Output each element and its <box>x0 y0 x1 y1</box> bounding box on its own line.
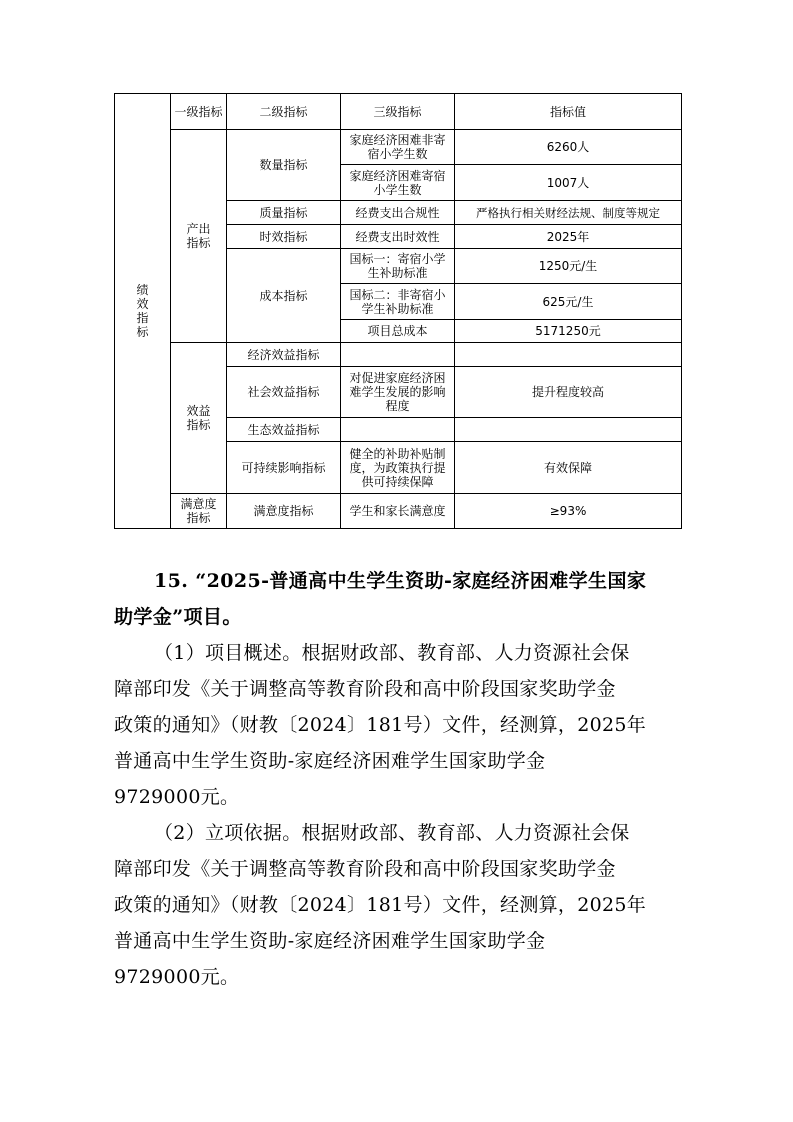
paragraph-line: 普通高中生学生资助-家庭经济困难学生国家助学金 <box>114 930 546 952</box>
indicator-value: ≥93% <box>455 494 682 529</box>
indicator-value: 有效保障 <box>455 442 682 494</box>
paragraph-line: 9729000元。 <box>114 786 240 808</box>
section-heading <box>114 563 694 635</box>
table-header-row <box>115 94 682 130</box>
social-label: 社会效益指标 <box>227 367 341 418</box>
paragraph-line: 9729000元。 <box>114 966 240 988</box>
indicator-name: 项目总成本 <box>341 320 455 343</box>
performance-indicator-table <box>114 93 682 529</box>
outer-label-cell: 绩效指标 <box>115 94 171 529</box>
paragraph-line: （2）立项依据。根据财政部、教育部、人力资源社会保 <box>154 822 630 844</box>
indicator-name <box>341 418 455 442</box>
indicator-name: 家庭经济困难寄宿小学生数 <box>341 165 455 201</box>
indicator-value: 2025年 <box>455 225 682 249</box>
economic-label: 经济效益指标 <box>227 343 341 367</box>
table-row <box>115 494 682 529</box>
sustainable-label: 可持续影响指标 <box>227 442 341 494</box>
table-row <box>115 343 682 367</box>
header-value: 指标值 <box>455 94 682 130</box>
indicator-value: 严格执行相关财经法规、制度等规定 <box>455 201 682 225</box>
indicator-name: 经费支出时效性 <box>341 225 455 249</box>
paragraph-line: 政策的通知》（财教〔2024〕181号）文件，经测算，2025年 <box>114 894 647 916</box>
indicator-value: 6260人 <box>455 130 682 165</box>
header-level2: 二级指标 <box>227 94 341 130</box>
paragraph-overview <box>114 635 694 815</box>
quality-label: 质量指标 <box>227 201 341 225</box>
table-row <box>115 130 682 165</box>
indicator-name: 家庭经济困难非寄宿小学生数 <box>341 130 455 165</box>
indicator-value: 625元/生 <box>455 284 682 320</box>
header-level1: 一级指标 <box>171 94 227 130</box>
satisfaction-label: 满意度指标 <box>227 494 341 529</box>
indicator-value <box>455 343 682 367</box>
paragraph-line: 障部印发《关于调整高等教育阶段和高中阶段国家奖助学金 <box>114 678 616 700</box>
indicator-name <box>341 343 455 367</box>
indicator-value: 5171250元 <box>455 320 682 343</box>
indicator-value: 提升程度较高 <box>455 367 682 418</box>
section-heading-line1: 15. “2025-普通高中生学生资助-家庭经济困难学生国家 <box>154 570 647 592</box>
paragraph-line: 障部印发《关于调整高等教育阶段和高中阶段国家奖助学金 <box>114 858 616 880</box>
timeliness-label: 时效指标 <box>227 225 341 249</box>
indicator-name: 学生和家长满意度 <box>341 494 455 529</box>
section-heading-line2: 助学金”项目。 <box>114 606 242 628</box>
paragraph-basis <box>114 815 694 995</box>
indicator-value <box>455 418 682 442</box>
header-level3: 三级指标 <box>341 94 455 130</box>
paragraph-line: 普通高中生学生资助-家庭经济困难学生国家助学金 <box>114 750 546 772</box>
cost-label: 成本指标 <box>227 249 341 343</box>
satisfaction-group-label: 满意度指标 <box>171 494 227 529</box>
paragraph-line: 政策的通知》（财教〔2024〕181号）文件，经测算，2025年 <box>114 714 647 736</box>
indicator-name: 对促进家庭经济困难学生发展的影响程度 <box>341 367 455 418</box>
indicator-name: 经费支出合规性 <box>341 201 455 225</box>
indicator-value: 1007人 <box>455 165 682 201</box>
indicator-name: 国标二：非寄宿小学生补助标准 <box>341 284 455 320</box>
indicator-name: 健全的补助补贴制度，为政策执行提供可持续保障 <box>341 442 455 494</box>
ecological-label: 生态效益指标 <box>227 418 341 442</box>
benefit-group-label: 效益指标 <box>171 343 227 494</box>
paragraph-line: （1）项目概述。根据财政部、教育部、人力资源社会保 <box>154 642 630 664</box>
indicator-value: 1250元/生 <box>455 249 682 284</box>
indicator-name: 国标一：寄宿小学生补助标准 <box>341 249 455 284</box>
output-group-label: 产出指标 <box>171 130 227 343</box>
quantity-label: 数量指标 <box>227 130 341 201</box>
